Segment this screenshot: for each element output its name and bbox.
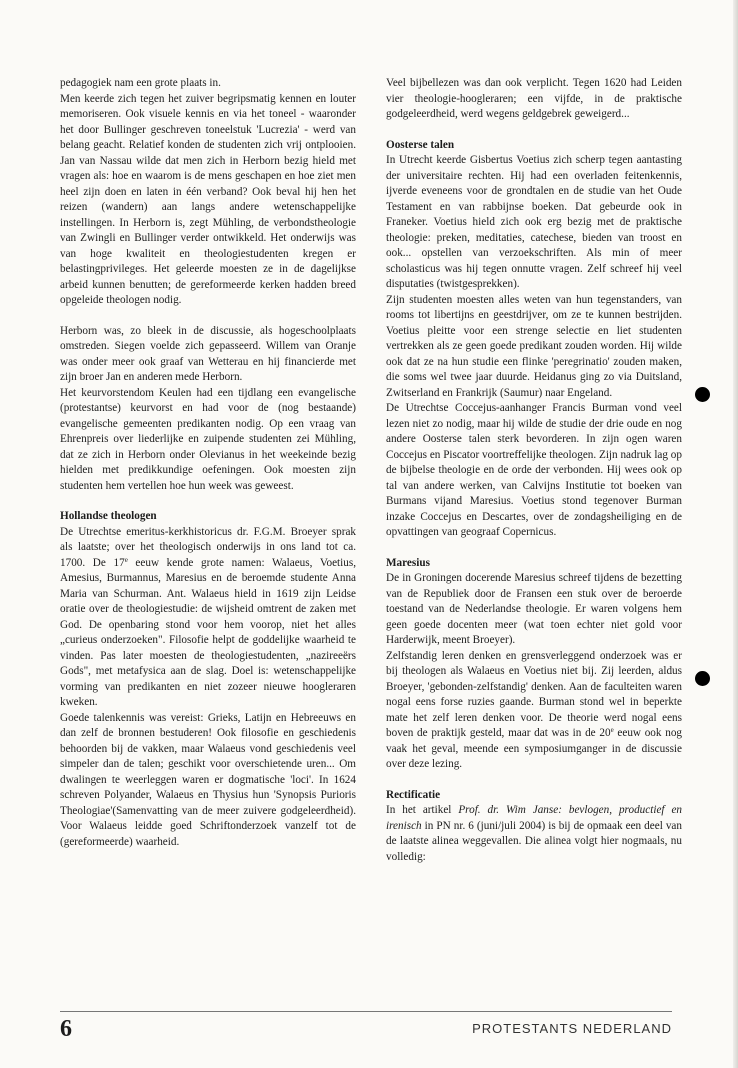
publication-name: PROTESTANTS NEDERLAND bbox=[472, 1021, 672, 1036]
paragraph: In Utrecht keerde Gisbertus Voetius zich scherp tegen aantasting der universitaire rechten. Hij had een overladen feitenkennis, ijverde eveneens voor de grondtalen en de studie van het Oude Testament en van rabbijnse boeken. Dat gebeurde ook in Franeker. Voetius hield zich ook erg bezig met de praktische theologie: preken, meditaties, catechese, bieden van troost en ook... opstellen van verzoekschriften. Als min of meer scholasticus was hij tegen onnutte vragen. Zelf schreef hij veel disputaties (twistgesprekken). bbox=[386, 154, 682, 290]
text-run: eeuw kende grote namen: Walaeus, Voetius, Amesius, Burmannus, Maresius en de beroemde studente Anna Maria van Schurman. Ant. Walaeus hield in 1619 zijn Leidse oratie over de theologiestudie: de wijsheid omtrent de zaken met God. De openbaring stond voor hem voorop, niet het alles „curieus onderzoeken". Filosofie helpt de goddelijke waarheid te vinden. Pas later moesten de theologiestudenten, „nazireeërs Gods", met metafysica aan de slag. Doel is: wetenschappelijke vorming van predikanten en niet zozeer nieuwe hoogleraren kweken. bbox=[60, 556, 357, 708]
superscript: e bbox=[124, 555, 128, 564]
right-column bbox=[386, 76, 682, 865]
punch-hole-mark bbox=[695, 671, 710, 686]
paragraph: pedagogiek nam een grote plaats in. bbox=[60, 77, 221, 89]
text-run: Zelfstandig leren denken en grensverleggend onderzoek was er bij theologen als Walaeus en Voetius niet bij. Zij leerden, aldus Broeyer, 'gebonden-zelfstandig' denken. Aan de faculteiten waren nogal eens forse ruzies gaande. Burman stond wel in beperkte mate het zelf leren denken voor. De theorie werd nogal eens boven de praktijk gesteld, maar dat was in de 20 bbox=[386, 649, 682, 739]
paragraph: Goede talenkennis was vereist: Grieks, Latijn en Hebreeuws en dan zelf de bronnen bestuderen! Ook filosofie en geschiedenis behoorden bij de vakken, maar Walaeus vond geschiedenis veel simpeler dan de talen; geschikt voor overschietende uren... Om dwalingen te weerleggen waren er dogmatische 'loci'. In 1624 schreven Polyander, Walaeus en Thysius hun 'Synopsis Purioris Theologiae'(Samenvatting van de meer zuivere godgeleerdheid). Voor Walaeus leidde goed Schriftonderzoek vanzelf tot de (gereformeerde) waarheid. bbox=[60, 711, 356, 848]
footer-divider bbox=[60, 1011, 672, 1012]
punch-hole-mark bbox=[695, 387, 710, 402]
paragraph: Herborn was, zo bleek in de discussie, als hogeschoolplaats omstreden. Siegen voelde zich gepasseerd. Willem van Oranje was onder meer ook graaf van Wetterau en hij financierde met zijn broer Jan en anderen mede Herborn. bbox=[60, 324, 356, 383]
text-run: eeuw ook nog vaak het geval, meende een symposiumganger in de discussie over deze lezing. bbox=[386, 727, 683, 770]
page-number: 6 bbox=[60, 1016, 72, 1042]
left-column bbox=[60, 76, 356, 850]
paragraph: Het keurvorstendom Keulen had een tijdlang een evangelische (protestantse) keurvorst en had voor de (nog bestaande) evangelische gemeenten predikanten nodig. Op een vraag van Ehrenpreis over liederlijke en zuipende studenten zei Mühling, dat ze zich in Herborn onder Olevianus in het weekeinde bezig hielden met predikkundige oefeningen. Ook moesten zijn studenten hem vertellen hoe hun week was geweest. bbox=[60, 386, 356, 492]
paragraph: Zijn studenten moesten alles weten van hun tegenstanders, van rooms tot libertijns en geestdrijver, om ze te kunnen bestrijden. Voetius pleitte voor een strenge selectie en liet studenten vertrekken als ze geen goede predikant zouden worden. Hij wilde ook dat ze na hun studie een flinke 'peregrinatio' zouden maken, die soms wel twee jaar duurde. Heidanus ging zo via Duitsland, Zwitserland en Frankrijk (Saumur) naar Engeland. bbox=[386, 293, 682, 399]
section-heading-maresius: Maresius bbox=[386, 556, 430, 569]
paragraph: De Utrechtse Coccejus-aanhanger Francis Burman vond veel lezen niet zo nodig, maar hij wilde de studie der drie oude en nog andere Oosterse talen sterk bevorderen. In zijn ogen waren Coccejus en Piscator voortreffelijke theologen. Zijn nadruk lag op de bijbelse theologie en de orde der verbonden. Hij wees ook op tal van andere werken, van Calvijns Institutie tot boeken van Burmans vijand Maresius. Voetius stond tegenover Burman inzake Coccejus en Descartes, over de zondagsheiliging en de opvattingen van geograaf Copernicus. bbox=[386, 402, 682, 538]
paragraph bbox=[60, 525, 356, 711]
superscript: e bbox=[610, 726, 614, 734]
page-edge bbox=[733, 0, 738, 1068]
article-title: Prof. dr. Wim Janse: bevlogen, productief en irenisch bbox=[386, 804, 683, 832]
text-run: In het artikel bbox=[386, 804, 459, 816]
text-run: De Utrechtse emeritus-kerkhistoricus dr. F.G.M. Broeyer sprak als laatste; over het theologisch onderwijs in ons land tot ca. 1700. De 17 bbox=[60, 525, 356, 569]
section-heading-rectificatie: Rectificatie bbox=[386, 788, 441, 801]
paragraph bbox=[386, 649, 682, 773]
paragraph: De in Groningen docerende Maresius schreef tijdens de bezetting van de Republiek door de Fransen een stuk over de beroerde toestand van de Nederlandse theologie. Er waren volgens hem geen goede docenten meer (wat toen echter niet gold voor Harderwijk, meent Broeyer). bbox=[386, 572, 682, 646]
section-heading-hollandse-theologen: Hollandse theologen bbox=[60, 510, 157, 522]
paragraph: Men keerde zich tegen het zuiver begripsmatig kennen en louter memoriseren. Ook visuele kennis en via het toneel - waaronder het door Bullinger geschreven toneelstuk 'Lucrezia' - werd van belang geacht. Relatief konden de studenten zich vrij ontplooien. Jan van Nassau wilde dat men zich in Herborn bezig hield met vragen als: hoe en waarom is de mens geschapen en hoe ziet men heel zijn doen en laten in één verband? Ook beval hij hen het reizen (wandern) aan langs andere wetenschappelijke instellingen. In Herborn is, zegt Mühling, de verbondstheologie van Zwingli en Bullinger verder ontwikkeld. Het onderwijs was van hoge kwaliteit en theologiestudenten kregen er belastingprivileges. Het geleerde moesten ze in de dagelijkse arbeid kunnen benutten; de gereformeerde kerken hadden breed opgeleide theologen nodig. bbox=[60, 92, 356, 306]
text-run: in PN nr. 6 (juni/juli 2004) is bij de opmaak een deel van de laatste alinea weggevallen. Die alinea volgt hier nogmaals, nu volledig: bbox=[386, 819, 682, 863]
section-heading-oosterse-talen: Oosterse talen bbox=[386, 138, 455, 151]
paragraph bbox=[386, 803, 682, 865]
paragraph: Veel bijbellezen was dan ook verplicht. Tegen 1620 had Leiden vier theologie-hoogleraren; een vijfde, in de praktische godgeleerdheid, werd wegens geldgebrek geweigerd... bbox=[386, 77, 682, 120]
